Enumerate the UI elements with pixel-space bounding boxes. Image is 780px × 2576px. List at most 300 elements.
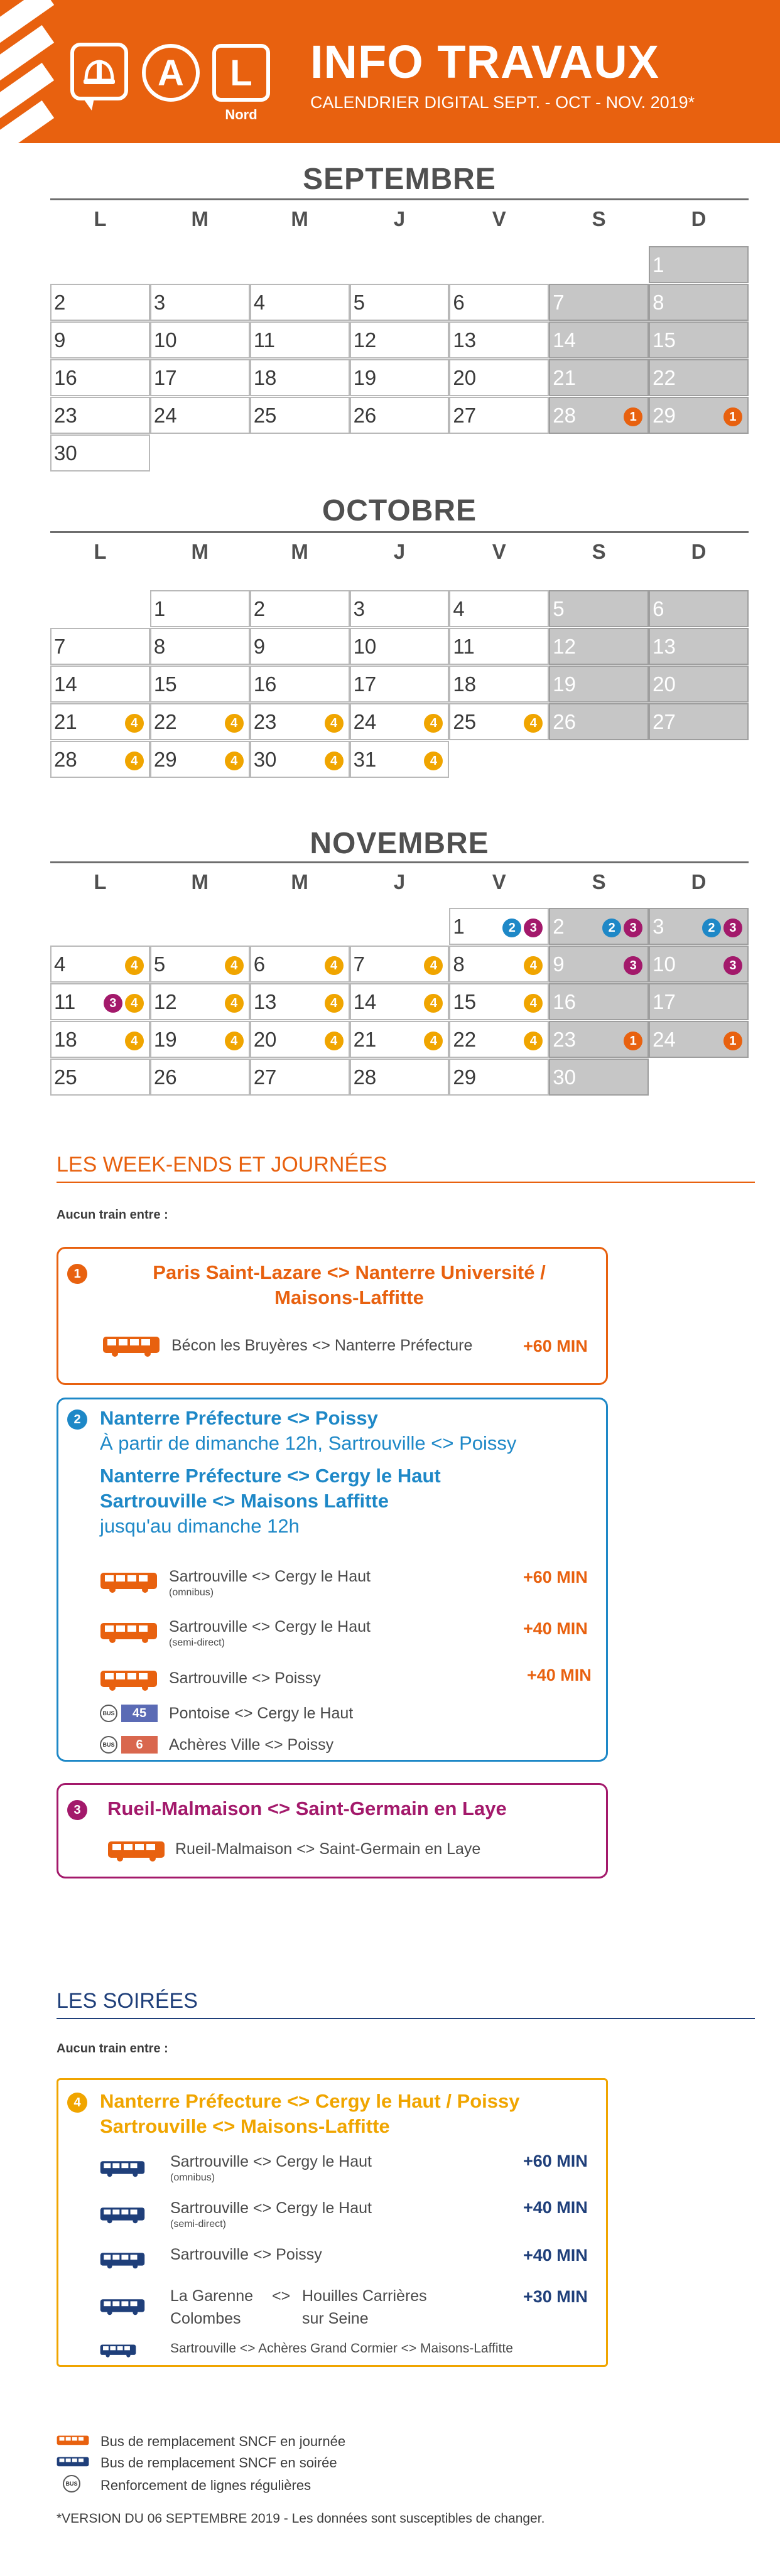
disruption-badges <box>225 956 244 975</box>
day-number: 19 <box>553 672 576 696</box>
day-number: 6 <box>453 291 465 314</box>
route-sublabel: (semi-direct) <box>169 1637 225 1648</box>
disruption-badges <box>325 752 344 770</box>
calendar-day <box>50 946 150 983</box>
disruption-box-2 <box>57 1398 608 1762</box>
calendar-day <box>449 1021 549 1058</box>
calendar-day <box>350 284 450 321</box>
day-number: 7 <box>553 291 565 314</box>
day-number: 26 <box>353 404 377 427</box>
calendar-day <box>649 246 749 283</box>
calendar-day <box>649 321 749 358</box>
weekday-label: V <box>492 207 506 230</box>
disruption-badge: 4 <box>325 994 344 1013</box>
calendar-day <box>449 397 549 434</box>
disruption-badge: 4 <box>125 752 144 770</box>
weekends-section-rule <box>57 1182 755 1183</box>
disruption-badge: 1 <box>624 407 642 426</box>
disruption-badges <box>225 714 244 733</box>
legend-night-bus: Bus de remplacement SNCF en soirée <box>100 2455 337 2471</box>
weekday-label: S <box>592 540 606 563</box>
weekday-label: M <box>291 540 308 563</box>
regular-bus-line-icon: BUS <box>63 2475 80 2492</box>
disruption-badges <box>325 994 344 1013</box>
disruption-title-line: Paris Saint-Lazare <> Nanterre Université / <box>153 1261 546 1283</box>
day-number: 2 <box>54 291 66 314</box>
route-text: Sartrouville <> Poissy <box>170 2246 322 2263</box>
calendar-day <box>549 321 649 358</box>
disruption-badges <box>723 956 742 975</box>
regular-bus-line-icon: BUS <box>100 1705 117 1722</box>
day-number: 25 <box>453 710 477 733</box>
disruption-title-line: Rueil-Malmaison <> Saint-Germain en Laye <box>107 1797 507 1819</box>
calendar-day <box>549 983 649 1020</box>
calendar-day <box>250 983 350 1020</box>
disruption-number-badge: 4 <box>67 2093 87 2113</box>
route-sublabel: (omnibus) <box>169 1587 214 1598</box>
day-number: 21 <box>553 366 576 389</box>
day-number: 9 <box>54 328 66 352</box>
route-text: Houilles Carrières <box>302 2287 427 2305</box>
calendar-day <box>350 628 450 665</box>
disruption-badge: 4 <box>325 1032 344 1050</box>
disruption-badge: 4 <box>424 752 443 770</box>
version-footnote: *VERSION DU 06 SEPTEMBRE 2019 - Les données sont susceptibles de changer. <box>57 2511 545 2526</box>
day-number: 12 <box>553 635 576 658</box>
calendar-day <box>50 321 150 358</box>
header-banner <box>0 0 780 143</box>
weekday-label: S <box>592 207 606 230</box>
calendar-day <box>549 359 649 396</box>
disruption-badge: 1 <box>723 1032 742 1050</box>
line-l-nord-label: Nord <box>225 107 257 122</box>
disruption-badge: 3 <box>524 919 543 937</box>
weekday-label: M <box>291 870 308 893</box>
disruption-number-badge: 3 <box>67 1800 87 1820</box>
weekends-section-title: LES WEEK-ENDS ET JOURNÉES <box>57 1153 387 1177</box>
day-number: 8 <box>453 952 465 976</box>
disruption-title-line: Nanterre Préfecture <> Poissy <box>100 1407 378 1429</box>
weekday-label: L <box>94 870 107 893</box>
disruption-badge: 3 <box>723 956 742 975</box>
day-number: 20 <box>653 672 676 696</box>
route-sublabel: (semi-direct) <box>170 2219 226 2229</box>
disruption-badges <box>723 1032 742 1050</box>
day-number: 3 <box>653 915 664 938</box>
calendar-day <box>250 397 350 434</box>
day-number: 15 <box>153 672 177 696</box>
calendar-day <box>150 321 250 358</box>
weekday-label: J <box>393 207 406 230</box>
day-number: 7 <box>54 635 66 658</box>
calendar-day <box>150 666 250 703</box>
disruption-badge: 4 <box>325 956 344 975</box>
day-number: 11 <box>453 635 475 658</box>
disruption-title-line: Nanterre Préfecture <> Cergy le Haut / Poissy <box>100 2090 520 2112</box>
day-number: 8 <box>653 291 664 314</box>
disruption-badge: 4 <box>125 1032 144 1050</box>
disruption-badge: 4 <box>524 714 543 733</box>
day-number: 8 <box>153 635 166 658</box>
line-l-logo: L <box>212 44 270 102</box>
day-number: 10 <box>653 952 676 976</box>
calendar-day <box>350 1059 450 1096</box>
day-number: 17 <box>653 990 676 1013</box>
disruption-badge: 4 <box>424 956 443 975</box>
disruption-badge: 4 <box>225 1032 244 1050</box>
calendar-day <box>649 1021 749 1058</box>
disruption-badge: 3 <box>723 919 742 937</box>
day-number: 4 <box>54 952 66 976</box>
calendar-day <box>150 284 250 321</box>
calendar-day <box>50 359 150 396</box>
delay-value: +40 MIN <box>523 1619 588 1638</box>
calendar-day <box>649 284 749 321</box>
route-text <box>169 1618 371 1649</box>
day-number: 9 <box>253 635 266 658</box>
disruption-badge: 4 <box>225 752 244 770</box>
route-label: Sartrouville <> Cergy le Haut <box>170 2153 372 2170</box>
disruption-box-3 <box>57 1783 608 1878</box>
month-rule <box>50 531 749 533</box>
calendar-day <box>150 741 250 778</box>
calendar-day <box>350 1021 450 1058</box>
calendar-day <box>549 908 649 945</box>
calendar-day <box>50 1059 150 1096</box>
calendar-day <box>549 284 649 321</box>
route-text: Sartrouville <> Poissy <box>169 1669 321 1687</box>
disruption-note: À partir de dimanche 12h, Sartrouville <> Poissy <box>100 1432 517 1454</box>
day-number: 12 <box>353 328 377 352</box>
day-number: 16 <box>553 990 576 1013</box>
calendar-day <box>50 983 150 1020</box>
day-number: 14 <box>353 990 377 1013</box>
delay-value: +30 MIN <box>523 2287 588 2306</box>
calendar-day <box>50 397 150 434</box>
disruption-badges <box>325 714 344 733</box>
day-number: 24 <box>353 710 377 733</box>
day-bus-icon <box>100 1622 158 1643</box>
route-label: Sartrouville <> Cergy le Haut <box>169 1618 371 1636</box>
day-number: 13 <box>653 635 676 658</box>
disruption-note: jusqu'au dimanche 12h <box>100 1515 300 1537</box>
delay-value: +60 MIN <box>523 2152 588 2170</box>
weekday-label: D <box>691 540 707 563</box>
weekday-label: M <box>191 207 209 230</box>
delay-value: +60 MIN <box>523 1337 588 1355</box>
calendar-day <box>50 628 150 665</box>
delay-value: +40 MIN <box>523 2246 588 2265</box>
calendar-day <box>549 1021 649 1058</box>
day-number: 10 <box>353 635 377 658</box>
disruption-badge: 4 <box>524 1032 543 1050</box>
calendar-day <box>649 908 749 945</box>
disruption-badges <box>125 956 144 975</box>
day-number: 17 <box>153 366 177 389</box>
calendar-day <box>350 321 450 358</box>
month-title: SEPTEMBRE <box>303 163 496 196</box>
calendar-day <box>449 946 549 983</box>
day-number: 31 <box>353 748 377 771</box>
calendar-day <box>350 590 450 627</box>
night-bus-icon <box>100 2340 136 2361</box>
disruption-badge: 4 <box>225 714 244 733</box>
calendar-day <box>50 434 150 472</box>
disruption-badge: 3 <box>624 919 642 937</box>
day-number: 27 <box>653 710 676 733</box>
route-text <box>170 2199 372 2230</box>
evenings-section-rule <box>57 2018 755 2019</box>
disruption-number-badge: 1 <box>67 1264 87 1284</box>
weekday-header <box>50 870 749 894</box>
day-bus-icon <box>100 1571 158 1593</box>
day-number: 7 <box>353 952 365 976</box>
day-number: 11 <box>54 990 76 1013</box>
calendar-day <box>549 703 649 740</box>
calendar-day <box>150 359 250 396</box>
disruption-badge: 4 <box>325 752 344 770</box>
calendar-day <box>649 666 749 703</box>
weekday-label: J <box>393 540 406 563</box>
disruption-badges <box>524 1032 543 1050</box>
calendar-day <box>649 703 749 740</box>
day-number: 19 <box>353 366 377 389</box>
day-number: 1 <box>453 915 465 938</box>
evenings-section-title: LES SOIRÉES <box>57 1989 198 2013</box>
calendar-day <box>150 703 250 740</box>
day-number: 24 <box>653 1028 676 1051</box>
disruption-badge: 4 <box>125 956 144 975</box>
disruption-badges <box>424 752 443 770</box>
day-number: 4 <box>253 291 266 314</box>
route-text <box>170 2153 372 2184</box>
disruption-badge: 3 <box>104 994 122 1013</box>
calendar-day <box>350 946 450 983</box>
calendar-day <box>549 666 649 703</box>
calendar-day <box>250 590 350 627</box>
route-text: Rueil-Malmaison <> Saint-Germain en Laye <box>175 1840 481 1858</box>
day-number: 5 <box>553 597 565 620</box>
disruption-badges <box>225 994 244 1013</box>
day-number: 19 <box>153 1028 177 1051</box>
calendar-day <box>449 321 549 358</box>
bus-line-number: 6 <box>121 1736 158 1754</box>
day-number: 2 <box>253 597 266 620</box>
disruption-badge: 4 <box>524 994 543 1013</box>
day-number: 23 <box>253 710 277 733</box>
route-text: sur Seine <box>302 2310 369 2327</box>
delay-value: +40 MIN <box>523 2198 588 2217</box>
calendar-day <box>649 590 749 627</box>
disruption-badges <box>325 1032 344 1050</box>
weekday-label: D <box>691 207 707 230</box>
calendar-day <box>350 359 450 396</box>
night-bus-icon <box>100 2250 145 2271</box>
bus-line-route: Pontoise <> Cergy le Haut <box>169 1705 354 1722</box>
weekday-label: M <box>191 870 209 893</box>
day-number: 18 <box>453 672 477 696</box>
calendar-day <box>250 703 350 740</box>
day-number: 2 <box>553 915 565 938</box>
route-text: La Garenne <box>170 2287 254 2305</box>
calendar-day <box>250 1021 350 1058</box>
calendar-day <box>449 590 549 627</box>
month-rule <box>50 198 749 200</box>
calendar-day <box>150 590 250 627</box>
weekday-label: J <box>393 870 406 893</box>
regular-bus-line-icon: BUS <box>100 1736 117 1754</box>
calendar-day <box>649 397 749 434</box>
disruption-badges <box>524 714 543 733</box>
calendar-day <box>50 666 150 703</box>
calendar-day <box>50 1021 150 1058</box>
calendar-day <box>350 741 450 778</box>
calendar-day <box>350 397 450 434</box>
calendar-day <box>449 359 549 396</box>
day-number: 11 <box>253 328 275 352</box>
calendar-day <box>250 628 350 665</box>
route-text: Bécon les Bruyères <> Nanterre Préfecture <box>171 1337 473 1354</box>
disruption-badges <box>424 1032 443 1050</box>
calendar-day <box>649 359 749 396</box>
day-number: 3 <box>153 291 166 314</box>
weekday-label: L <box>94 207 107 230</box>
disruption-badges <box>125 714 144 733</box>
disruption-badges <box>325 956 344 975</box>
disruption-badges <box>624 956 642 975</box>
disruption-badges <box>524 994 543 1013</box>
route-label: Sartrouville <> Cergy le Haut <box>170 2199 372 2217</box>
weekday-label: M <box>191 540 209 563</box>
day-number: 26 <box>553 710 576 733</box>
worksite-helmet-icon <box>70 43 128 100</box>
calendar-day <box>449 703 549 740</box>
disruption-badge: 4 <box>125 714 144 733</box>
disruption-title-line: Nanterre Préfecture <> Cergy le Haut <box>100 1465 441 1487</box>
calendar-day <box>250 321 350 358</box>
disruption-badges <box>424 994 443 1013</box>
weekends-intro: Aucun train entre : <box>57 1208 168 1222</box>
day-number: 4 <box>453 597 465 620</box>
calendar-day <box>250 359 350 396</box>
disruption-badge: 2 <box>502 919 521 937</box>
line-a-logo: A <box>142 44 200 102</box>
night-bus-icon <box>100 2204 145 2226</box>
weekday-label: L <box>94 540 107 563</box>
calendar-day <box>449 908 549 945</box>
weekday-label: M <box>291 207 308 230</box>
disruption-badges <box>502 919 543 937</box>
disruption-badge: 4 <box>424 714 443 733</box>
day-number: 17 <box>353 672 377 696</box>
day-number: 6 <box>253 952 266 976</box>
night-bus-icon <box>100 2296 145 2317</box>
calendar-day <box>649 628 749 665</box>
day-number: 29 <box>653 404 676 427</box>
disruption-title-line: Sartrouville <> Maisons Laffitte <box>100 1490 389 1512</box>
weekday-label: S <box>592 870 606 893</box>
disruption-badge: 4 <box>524 956 543 975</box>
route-text: Sartrouville <> Achères Grand Cormier <> Maisons-Laffitte <box>170 2341 513 2356</box>
route-text: Colombes <box>170 2310 241 2327</box>
day-number: 24 <box>153 404 177 427</box>
disruption-badge: 4 <box>125 994 144 1013</box>
bus-line-route: Achères Ville <> Poissy <box>169 1736 334 1754</box>
route-label: Sartrouville <> Cergy le Haut <box>169 1568 371 1585</box>
day-number: 16 <box>253 672 277 696</box>
calendar-day <box>150 628 250 665</box>
calendar-day <box>350 703 450 740</box>
calendar-day <box>150 397 250 434</box>
page-subtitle: CALENDRIER DIGITAL SEPT. - OCT - NOV. 2019* <box>310 93 695 112</box>
disruption-badge: 4 <box>325 714 344 733</box>
day-number: 1 <box>653 253 664 276</box>
calendar-day <box>150 1059 250 1096</box>
calendar-day <box>549 628 649 665</box>
day-number: 23 <box>54 404 77 427</box>
calendar-day <box>449 284 549 321</box>
disruption-title-line: Maisons-Laffitte <box>274 1286 424 1308</box>
day-number: 22 <box>653 366 676 389</box>
disruption-badges <box>125 752 144 770</box>
calendar-day <box>649 946 749 983</box>
day-number: 27 <box>453 404 477 427</box>
calendar-day <box>150 983 250 1020</box>
weekday-label: D <box>691 870 707 893</box>
day-number: 25 <box>54 1065 77 1089</box>
disruption-badge: 1 <box>723 407 742 426</box>
calendar-day <box>549 590 649 627</box>
day-number: 5 <box>153 952 166 976</box>
page-title: INFO TRAVAUX <box>310 36 660 88</box>
disruption-badges <box>104 994 144 1013</box>
calendar-day <box>549 397 649 434</box>
day-number: 18 <box>54 1028 77 1051</box>
evenings-intro: Aucun train entre : <box>57 2042 168 2056</box>
calendar-day <box>549 946 649 983</box>
weekday-header <box>50 540 749 564</box>
day-number: 12 <box>153 990 177 1013</box>
calendar-day <box>449 628 549 665</box>
day-number: 29 <box>453 1065 477 1089</box>
day-number: 10 <box>153 328 177 352</box>
day-number: 30 <box>54 441 77 465</box>
day-bus-icon <box>107 1840 165 1862</box>
day-number: 6 <box>653 597 664 620</box>
disruption-badges <box>225 1032 244 1050</box>
route-text: <> <box>272 2287 291 2305</box>
day-number: 29 <box>153 748 177 771</box>
disruption-badges <box>624 407 642 426</box>
day-bus-icon <box>100 1669 158 1691</box>
calendar-day <box>150 946 250 983</box>
day-number: 3 <box>353 597 365 620</box>
route-text <box>169 1568 371 1598</box>
disruption-badge: 3 <box>624 956 642 975</box>
day-number: 28 <box>553 404 576 427</box>
day-number: 15 <box>653 328 676 352</box>
disruption-badge: 1 <box>624 1032 642 1050</box>
day-number: 22 <box>453 1028 477 1051</box>
calendar-day <box>250 666 350 703</box>
disruption-badge: 2 <box>702 919 721 937</box>
day-number: 30 <box>553 1065 576 1089</box>
day-bus-icon <box>57 2435 89 2447</box>
calendar-day <box>449 983 549 1020</box>
legend-reinforcement: Renforcement de lignes régulières <box>100 2477 311 2493</box>
disruption-badges <box>702 919 742 937</box>
day-number: 5 <box>353 291 365 314</box>
